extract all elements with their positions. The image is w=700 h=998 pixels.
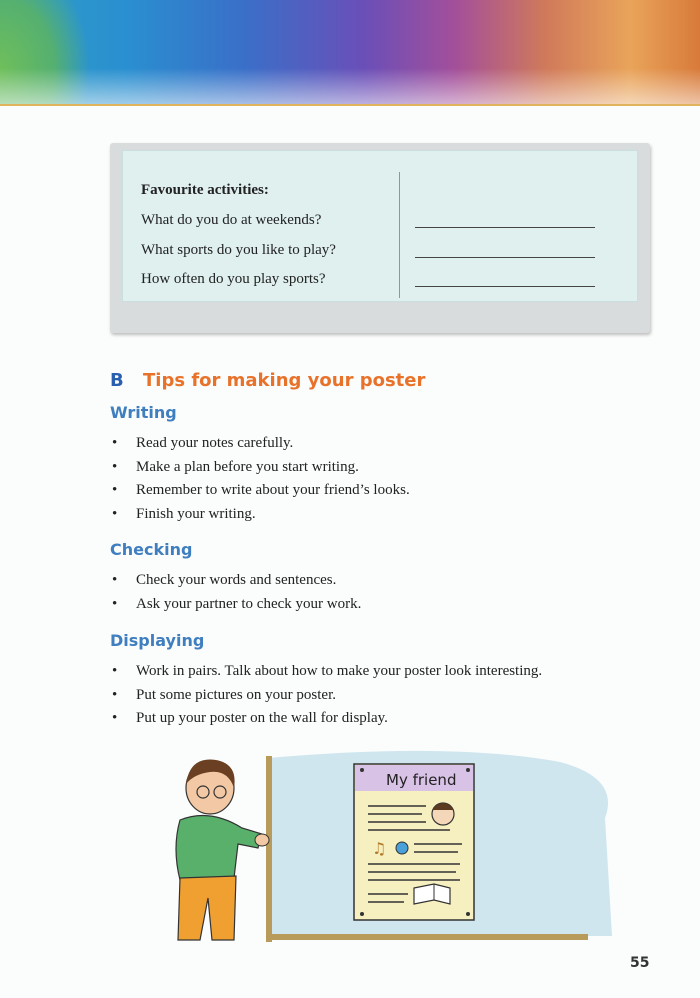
subhead-writing: Writing — [110, 403, 177, 422]
writing-list — [110, 432, 410, 526]
notes-question: How often do you play sports? — [141, 271, 326, 287]
section-letter: B — [110, 370, 124, 391]
board-frame-bottom — [266, 934, 588, 940]
list-item: • Work in pairs. Talk about how to make your poster look interesting. — [110, 660, 542, 684]
header-banner — [0, 0, 700, 104]
boy-hand-icon — [255, 834, 269, 846]
pin-icon — [466, 912, 470, 916]
notes-question: What sports do you like to play? — [141, 242, 336, 258]
list-item: • Put some pictures on your poster. — [110, 684, 542, 708]
board-frame-left — [266, 756, 272, 942]
subhead-checking: Checking — [110, 540, 193, 559]
header-rule — [0, 104, 700, 106]
boy-shirt-icon — [176, 816, 262, 881]
pin-icon — [360, 912, 364, 916]
book-icon — [414, 884, 450, 904]
boy-figure — [176, 760, 269, 941]
answer-line — [415, 227, 595, 228]
displaying-list — [110, 660, 542, 731]
list-item: • Put up your poster on the wall for display. — [110, 707, 542, 731]
section-title: Tips for making your poster — [143, 370, 426, 391]
list-item: • Check your words and sentences. — [110, 569, 361, 593]
subhead-displaying: Displaying — [110, 631, 205, 650]
list-item: • Make a plan before you start writing. — [110, 456, 410, 480]
boy-pants-icon — [178, 876, 236, 940]
ball-icon — [396, 842, 408, 854]
list-item: • Finish your writing. — [110, 503, 410, 527]
notes-title: Favourite activities: — [141, 182, 269, 198]
poster-title: My friend — [386, 771, 457, 789]
page-number: 55 — [630, 955, 650, 971]
notes-divider — [399, 172, 400, 298]
list-item: • Read your notes carefully. — [110, 432, 410, 456]
pin-icon — [466, 768, 470, 772]
answer-line — [415, 257, 595, 258]
list-item: • Remember to write about your friend’s looks. — [110, 479, 410, 503]
list-item: • Ask your partner to check your work. — [110, 593, 361, 617]
music-note-icon: ♫ — [372, 839, 387, 858]
notes-question: What do you do at weekends? — [141, 212, 322, 228]
pin-icon — [360, 768, 364, 772]
poster-illustration — [150, 748, 620, 948]
checking-list — [110, 569, 361, 616]
answer-line — [415, 286, 595, 287]
